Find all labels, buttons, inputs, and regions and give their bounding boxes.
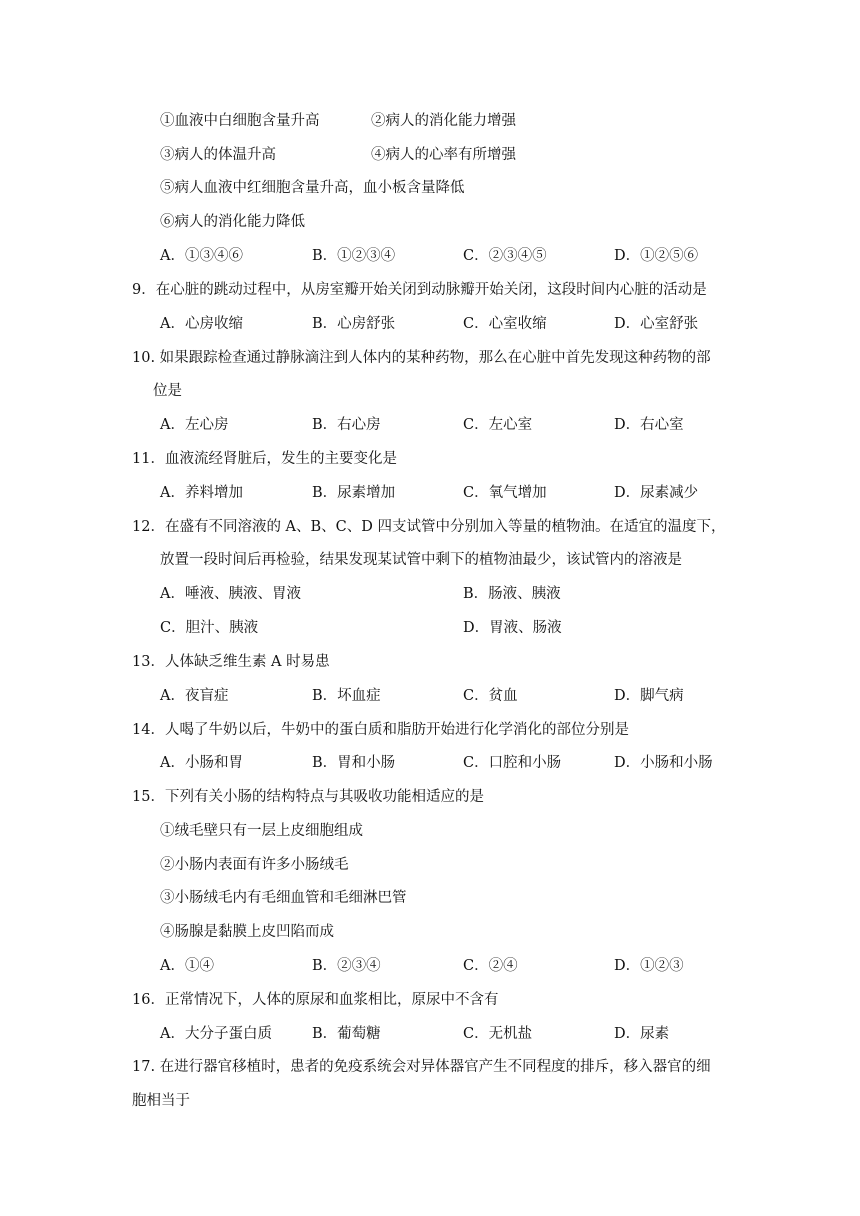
q12-stem-cont: 放置一段时间后再检验，结果发现某试管中剩下的植物油最少，该试管内的溶液是	[160, 552, 682, 568]
q17-stem: 17. 在进行器官移植时，患者的免疫系统会对异体器官产生不同程度的排斥，移入器官的细	[132, 1059, 711, 1075]
q9-stem: 9．在心脏的跳动过程中，从房室瓣开始关闭到动脉瓣开始关闭，这段时间内心脏的活动是	[132, 282, 707, 298]
q12-option-a: A．唾液、胰液、胃液	[160, 586, 301, 602]
q15-stem: 15．下列有关小肠的结构特点与其吸收功能相适应的是	[132, 789, 484, 805]
q15-option-d: D．①②③	[614, 958, 684, 974]
q11-stem: 11．血液流经肾脏后，发生的主要变化是	[132, 451, 397, 467]
q14-option-a: A．小肠和胃	[160, 755, 243, 771]
q9-option-c: C．心室收缩	[463, 316, 547, 332]
q9-option-b: B．心房舒张	[312, 316, 396, 332]
q10-option-c: C．左心室	[463, 417, 533, 433]
q15-statement-2: ②小肠内表面有许多小肠绒毛	[160, 857, 349, 873]
q16-option-d: D．尿素	[614, 1026, 670, 1042]
q16-stem: 16．正常情况下，人体的原尿和血浆相比，原尿中不含有	[132, 992, 499, 1008]
q16-option-c: C．无机盐	[463, 1026, 533, 1042]
q14-option-d: D．小肠和小肠	[614, 755, 713, 771]
q15-option-b: B．②③④	[312, 958, 381, 974]
q12-option-c: C．胆汁、胰液	[160, 620, 259, 636]
q8-option-d: D．①②⑤⑥	[614, 248, 699, 264]
q12-option-b: B．肠液、胰液	[463, 586, 561, 602]
q14-stem: 14．人喝了牛奶以后，牛奶中的蛋白质和脂肪开始进行化学消化的部位分别是	[132, 722, 629, 738]
q8-statement-3: ③病人的体温升高	[160, 147, 276, 163]
q11-option-b: B．尿素增加	[312, 485, 396, 501]
q8-statement-1: ①血液中白细胞含量升高	[160, 113, 320, 129]
q9-option-a: A．心房收缩	[160, 316, 243, 332]
q8-statement-4: ④病人的心率有所增强	[371, 147, 516, 163]
q8-statement-2: ②病人的消化能力增强	[371, 113, 516, 129]
q9-option-d: D．心室舒张	[614, 316, 699, 332]
q8-statement-6: ⑥病人的消化能力降低	[160, 214, 305, 230]
q11-option-c: C．氧气增加	[463, 485, 547, 501]
q15-statement-4: ④肠腺是黏膜上皮凹陷而成	[160, 924, 334, 940]
q13-option-c: C．贫血	[463, 688, 518, 704]
q15-statement-3: ③小肠绒毛内有毛细血管和毛细淋巴管	[160, 890, 407, 906]
q10-stem: 10. 如果跟踪检查通过静脉滴注到人体内的某种药物，那么在心脏中首先发现这种药物的部	[132, 350, 711, 366]
q13-option-d: D．脚气病	[614, 688, 684, 704]
q15-statement-1: ①绒毛壁只有一层上皮细胞组成	[160, 823, 363, 839]
q14-option-c: C．口腔和小肠	[463, 755, 562, 771]
q12-option-d: D．胃液、肠液	[463, 620, 562, 636]
q15-option-a: A．①④	[160, 958, 214, 974]
q8-statement-5: ⑤病人血液中红细胞含量升高，血小板含量降低	[160, 180, 465, 196]
q10-option-b: B．右心房	[312, 417, 381, 433]
q11-option-a: A．养料增加	[160, 485, 243, 501]
q8-option-a: A．①③④⑥	[160, 248, 243, 264]
q11-option-d: D．尿素减少	[614, 485, 699, 501]
q17-stem-cont: 胞相当于	[132, 1093, 190, 1109]
q13-option-b: B．坏血症	[312, 688, 381, 704]
q8-option-b: B．①②③④	[312, 248, 396, 264]
q13-option-a: A．夜盲症	[160, 688, 229, 704]
q13-stem: 13．人体缺乏维生素 A 时易患	[132, 654, 330, 670]
q16-option-b: B．葡萄糖	[312, 1026, 381, 1042]
q12-stem: 12．在盛有不同溶液的 A、B、C、D 四支试管中分别加入等量的植物油。在适宜的温度下，	[132, 519, 726, 535]
q15-option-c: C．②④	[463, 958, 518, 974]
q10-option-a: A．左心房	[160, 417, 229, 433]
q8-option-c: C．②③④⑤	[463, 248, 547, 264]
q14-option-b: B．胃和小肠	[312, 755, 396, 771]
q16-option-a: A．大分子蛋白质	[160, 1026, 272, 1042]
q10-option-d: D．右心室	[614, 417, 684, 433]
q10-stem-cont: 位是	[153, 383, 182, 399]
